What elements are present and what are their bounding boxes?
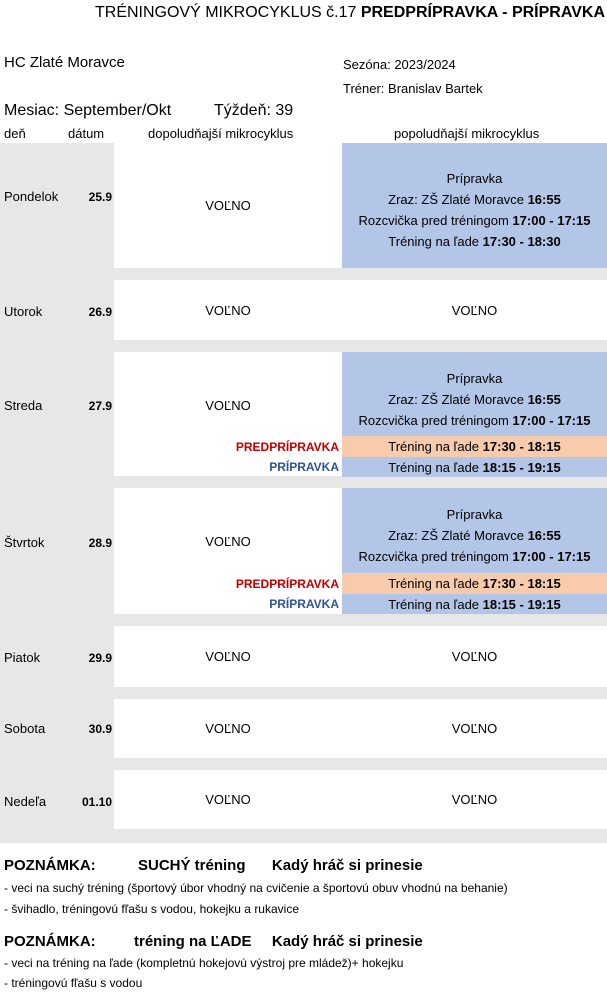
ice-prefix: Tréning na ľade <box>388 576 480 591</box>
note-dry-heading <box>4 857 423 874</box>
afternoon-training <box>342 488 607 573</box>
afternoon-free: VOĽNO <box>451 721 498 736</box>
meet-line <box>388 189 561 210</box>
row-separator <box>114 614 607 626</box>
note-label: POZNÁMKA: <box>4 857 96 874</box>
warmup-prefix: Rozcvička pred tréningom <box>358 412 513 428</box>
ice-time: 17:30 - 18:30 <box>482 233 561 249</box>
row-separator <box>114 758 607 770</box>
predpripravka-tag: PREDPRÍPRAVKA <box>235 439 339 454</box>
ice-prefix: Tréning na ľade <box>388 233 483 249</box>
ice-line-predpripravka <box>342 436 607 457</box>
ice-time: 17:30 - 18:15 <box>482 439 561 454</box>
morning-free: VOĽNO <box>205 649 251 664</box>
club-name: HC Zlaté Moravce <box>4 54 125 71</box>
group-name: Prípravka <box>446 507 503 522</box>
day-date: 30.9 <box>88 722 112 736</box>
day-name: Nedeľa <box>4 794 47 809</box>
meet-line <box>388 525 561 546</box>
col-morning: dopoludňajší mikrocyklus <box>148 126 294 141</box>
day-name: Pondelok <box>4 189 59 204</box>
morning-free: VOĽNO <box>205 302 251 318</box>
afternoon-free: VOĽNO <box>451 649 498 664</box>
row-separator <box>114 340 607 352</box>
ice-time: 17:30 - 18:15 <box>482 576 561 591</box>
afternoon-free: VOĽNO <box>451 302 498 318</box>
ice-prefix: Tréning na ľade <box>388 596 480 612</box>
note-bring: Kadý hráč si prinesie <box>271 933 423 950</box>
note-topic: tréning na ĽADE <box>134 933 252 950</box>
pripravka-tag: PRÍPRAVKA <box>269 460 339 474</box>
day-name: Sobota <box>4 721 46 736</box>
day-name: Utorok <box>4 304 43 319</box>
day-date: 01.10 <box>81 795 112 809</box>
meet-line <box>388 389 561 410</box>
note-bring: Kadý hráč si prinesie <box>271 857 423 874</box>
row-separator <box>114 268 607 280</box>
day-date: 27.9 <box>88 399 112 413</box>
col-afternoon: popoludňajší mikrocyklus <box>394 126 540 141</box>
row-separator <box>114 829 607 843</box>
note-ice-heading <box>4 933 423 950</box>
title-bold: PREDPRÍPRAVKA - PRÍPRAVKA <box>360 4 605 21</box>
morning-free: VOĽNO <box>205 533 251 549</box>
season: Sezóna: 2023/2024 <box>343 57 456 72</box>
ice-line-pripravka <box>342 594 607 614</box>
week: Týždeň: 39 <box>214 102 294 119</box>
morning-free: VOĽNO <box>205 397 251 413</box>
day-name: Piatok <box>4 650 41 665</box>
note-ice-line: - veci na tréning na ľade (kompletnú hokejovú výstroj pre mládež)+ hokejku <box>4 956 404 970</box>
predpripravka-tag: PREDPRÍPRAVKA <box>235 576 339 591</box>
afternoon-free: VOĽNO <box>451 792 498 807</box>
afternoon-training <box>342 143 607 268</box>
month: Mesiac: September/Okt <box>4 102 172 119</box>
note-topic: SUCHÝ tréning <box>138 857 246 874</box>
meet-prefix: Zraz: ZŠ Zlaté Moravce <box>388 391 528 407</box>
meet-prefix: Zraz: ZŠ Zlaté Moravce <box>388 191 528 207</box>
warmup-line <box>359 410 591 431</box>
col-date: dátum <box>68 126 105 141</box>
ice-prefix: Tréning na ľade <box>388 439 480 454</box>
ice-time: 18:15 - 19:15 <box>482 459 561 475</box>
day-date: 29.9 <box>88 651 112 665</box>
morning-free: VOĽNO <box>205 792 251 807</box>
warmup-line <box>359 546 591 567</box>
day-date: 26.9 <box>88 305 112 319</box>
ice-line <box>388 231 560 252</box>
afternoon-training <box>342 352 607 436</box>
group-name: Prípravka <box>446 170 503 186</box>
ice-line-predpripravka <box>342 573 607 594</box>
col-day: deň <box>4 126 26 141</box>
note-dry-line: - veci na suchý tréning (športový úbor vhodný na cvičenie a športovú obuv vhodnú na behanie) <box>4 881 508 895</box>
warmup-line <box>359 210 591 231</box>
ice-line-pripravka <box>342 457 607 477</box>
warmup-time: 17:00 - 17:15 <box>512 549 591 564</box>
day-date: 25.9 <box>88 190 112 204</box>
pripravka-tag: PRÍPRAVKA <box>269 597 339 611</box>
warmup-time: 17:00 - 17:15 <box>512 412 591 428</box>
ice-time: 18:15 - 19:15 <box>482 596 561 612</box>
morning-free: VOĽNO <box>205 721 251 736</box>
warmup-prefix: Rozcvička pred tréningom <box>358 212 513 228</box>
meet-time: 16:55 <box>527 528 561 543</box>
warmup-prefix: Rozcvička pred tréningom <box>358 549 513 564</box>
day-name: Streda <box>4 398 43 413</box>
morning-free: VOĽNO <box>205 198 251 213</box>
page-title <box>0 4 607 22</box>
group-name: Prípravka <box>446 370 503 386</box>
note-ice-line: - tréningovú fľašu s vodou <box>4 976 143 990</box>
row-separator <box>114 687 607 699</box>
title-prefix: TRÉNINGOVÝ MIKROCYKLUS č.17 <box>94 4 361 21</box>
note-label: POZNÁMKA: <box>4 933 96 950</box>
meet-time: 16:55 <box>527 191 561 207</box>
day-column-bg <box>0 143 114 843</box>
row-separator <box>114 476 607 488</box>
ice-prefix: Tréning na ľade <box>388 459 480 475</box>
note-dry-line: - švihadlo, tréningovú fľašu s vodou, hokejku a rukavice <box>4 902 299 916</box>
coach: Tréner: Branislav Bartek <box>343 81 483 96</box>
day-name: Štvrtok <box>4 535 45 550</box>
day-date: 28.9 <box>88 536 112 550</box>
meet-prefix: Zraz: ZŠ Zlaté Moravce <box>388 528 528 543</box>
warmup-time: 17:00 - 17:15 <box>512 212 591 228</box>
meet-time: 16:55 <box>527 391 561 407</box>
